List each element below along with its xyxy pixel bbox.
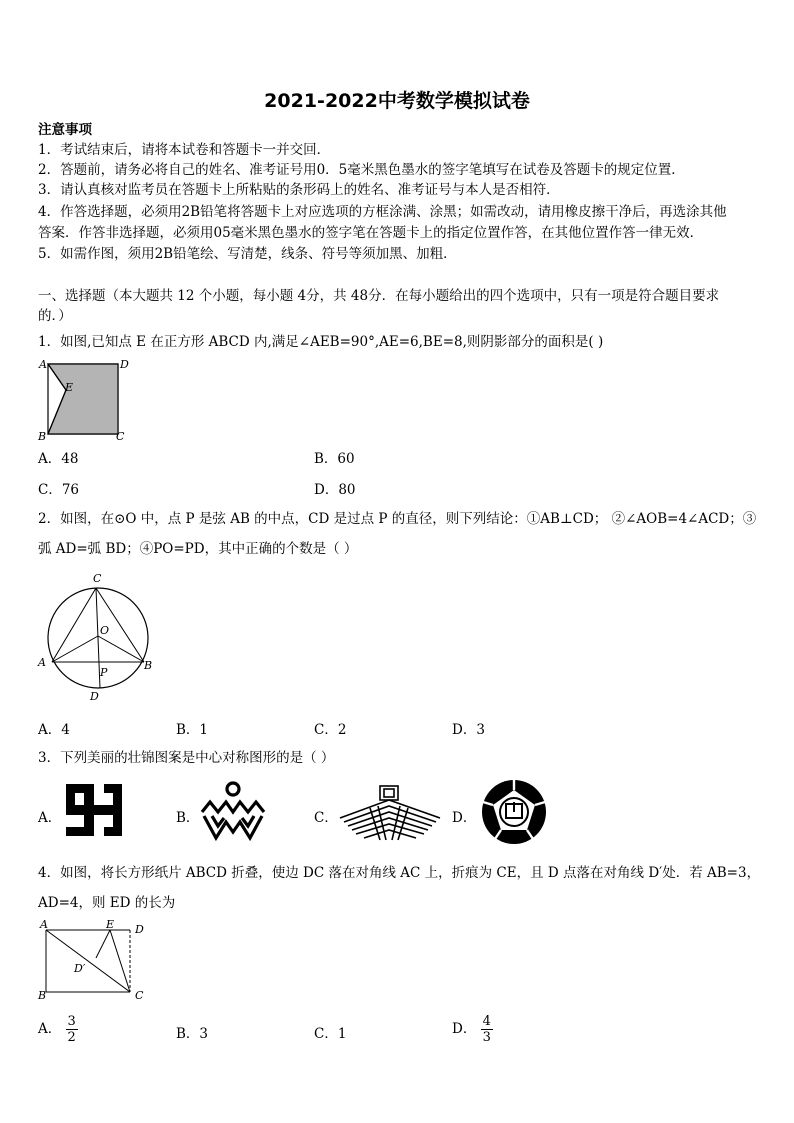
q4-option-b[interactable]: B．3 <box>176 1026 209 1042</box>
q3-option-c[interactable]: C． <box>314 810 338 826</box>
q4-option-a[interactable] <box>38 1014 78 1045</box>
notice-item-5: 5．如需作图，须用2B铅笔绘、写清楚，线条、符号等须加黑、加粗． <box>38 246 457 262</box>
q4-label-c: C <box>135 989 144 1002</box>
q4-option-d-prefix: D． <box>452 1021 477 1037</box>
q4-rectangle-figure <box>34 916 154 1006</box>
q2-stem-cont: 弧 AD=弧 BD；④PO=PD，其中正确的个数是（ ） <box>38 541 358 557</box>
q4-option-d-fraction <box>481 1014 493 1045</box>
q2-circle-figure <box>34 568 158 706</box>
q2-label-d: D <box>90 690 99 703</box>
q3-pattern-b-image <box>198 780 268 842</box>
q2-label-b: B <box>144 659 153 672</box>
q1-option-d[interactable]: D．80 <box>314 482 356 498</box>
notice-heading: 注意事项 <box>38 122 92 138</box>
q3-option-d[interactable]: D． <box>452 810 477 826</box>
q4-label-d-prime: D′ <box>74 962 86 975</box>
q3-pattern-a-image <box>62 782 126 838</box>
notice-item-4-cont: 答案．作答非选择题，必须用05毫米黑色墨水的签字笔在答题卡上的指定位置作答，在其他位置作答一律无效． <box>38 225 704 241</box>
q4-option-d[interactable] <box>452 1014 493 1045</box>
q1-option-c[interactable]: C．76 <box>38 482 80 498</box>
q2-option-a[interactable]: A．4 <box>38 722 70 738</box>
q3-pattern-c-image <box>336 778 444 844</box>
q4-option-d-numerator: 4 <box>482 1014 491 1029</box>
q1-option-b[interactable]: B．60 <box>314 451 355 467</box>
q2-option-b[interactable]: B．1 <box>176 722 209 738</box>
q1-label-b: B <box>38 430 47 443</box>
q2-option-c[interactable]: C．2 <box>314 722 347 738</box>
page-title: 2021-2022中考数学模拟试卷 <box>264 90 530 112</box>
q4-label-b: B <box>38 989 47 1002</box>
q1-label-e: E <box>65 381 74 394</box>
q1-square-figure <box>36 356 132 446</box>
q1-option-a[interactable]: A．48 <box>38 451 79 467</box>
q3-pattern-d-image <box>478 778 550 846</box>
q3-option-b[interactable]: B． <box>176 810 200 826</box>
section-heading: 一、选择题（本大题共 12 个小题，每小题 4分，共 48分．在每小题给出的四个选项中，只有一项是符合题目要求 <box>38 288 720 304</box>
q2-label-o: O <box>100 624 110 637</box>
q4-option-a-prefix: A． <box>38 1021 62 1037</box>
q4-option-c[interactable]: C．1 <box>314 1026 347 1042</box>
q4-label-d: D <box>135 923 144 936</box>
q4-option-a-denominator: 2 <box>67 1030 76 1045</box>
q4-label-a: A <box>40 918 48 931</box>
notice-item-1: 1．考试结束后，请将本试卷和答题卡一并交回． <box>38 142 331 158</box>
q4-option-d-denominator: 3 <box>482 1030 491 1045</box>
q3-stem: 3．下列美丽的壮锦图案是中心对称图形的是（ ） <box>38 750 335 766</box>
q2-label-p: P <box>100 666 108 679</box>
q2-label-a: A <box>38 656 46 669</box>
q1-label-a: A <box>39 358 47 371</box>
q3-option-a[interactable]: A． <box>38 810 62 826</box>
q1-label-d: D <box>120 358 129 371</box>
notice-item-3: 3．请认真核对监考员在答题卡上所粘贴的条形码上的姓名、准考证号与本人是否相符． <box>38 182 560 198</box>
q4-option-a-fraction <box>66 1014 78 1045</box>
notice-item-4: 4．作答选择题，必须用2B铅笔将答题卡上对应选项的方框涂满、涂黑；如需改动，请用橡皮擦干净后，再选涂其他 <box>38 204 727 220</box>
q1-stem: 1．如图,已知点 E 在正方形 ABCD 内,满足∠AEB=90°,AE=6,BE=8,则阴影部分的面积是( ) <box>38 334 604 350</box>
q2-label-c: C <box>93 572 102 585</box>
notice-item-2: 2．答题前，请务必将自己的姓名、准考证号用0．5毫米黑色墨水的签字笔填写在试卷及答题卡的规定位置． <box>38 162 685 178</box>
q4-option-a-numerator: 3 <box>67 1014 76 1029</box>
q4-label-e: E <box>106 918 115 931</box>
q4-stem-cont: AD=4，则 ED 的长为 <box>38 895 176 911</box>
q2-stem: 2．如图，在⊙O 中，点 P 是弦 AB 的中点，CD 是过点 P 的直径，则下列结论：①AB⊥CD； ②∠AOB=4∠ACD；③ <box>38 511 757 527</box>
q4-stem: 4．如图，将长方形纸片 ABCD 折叠，使边 DC 落在对角线 AC 上，折痕为 CE，且 D 点落在对角线 D′处．若 AB=3， <box>38 865 761 881</box>
section-heading-cont: 的．） <box>38 308 72 324</box>
q2-option-d[interactable]: D．3 <box>452 722 485 738</box>
q1-label-c: C <box>116 430 125 443</box>
